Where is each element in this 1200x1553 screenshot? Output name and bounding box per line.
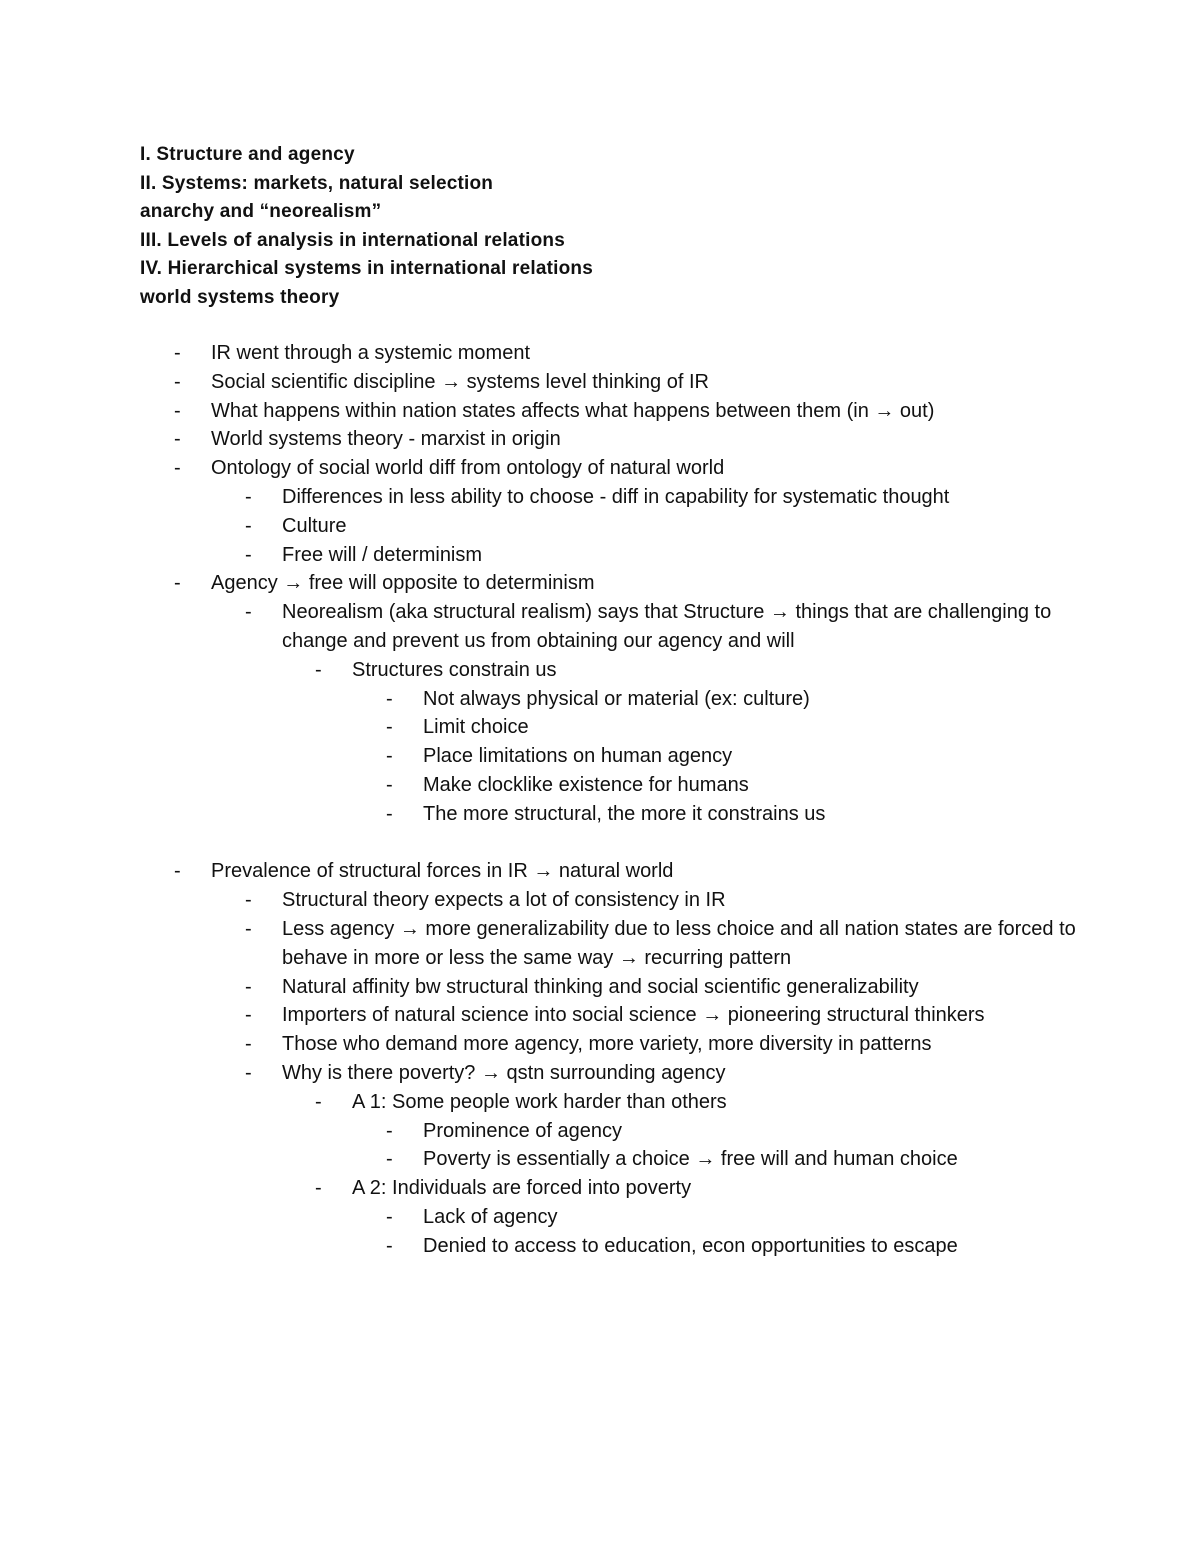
bullet-dash: - [386, 802, 393, 825]
bullet-text: World systems theory - marxist in origin [211, 428, 561, 451]
bullet-text: Differences in less ability to choose - diff in capability for systematic thought [282, 485, 950, 508]
bullet-dash: - [386, 745, 393, 768]
bullet-item-level-0 [140, 339, 1080, 368]
bullet-dash: - [386, 1205, 393, 1228]
bullet-item-level-0 [140, 454, 1080, 483]
bullet-dash: - [245, 485, 252, 508]
bullet-text: Structures constrain us [352, 658, 557, 681]
bullet-dash: - [386, 687, 393, 710]
bullet-text: Ontology of social world diff from ontology of natural world [211, 457, 725, 480]
outline-headings [140, 141, 1100, 313]
bullet-dash: - [386, 1234, 393, 1257]
bullet-dash: - [245, 917, 252, 940]
bullet-dash: - [174, 428, 181, 451]
bullet-item-level-3 [140, 713, 1080, 742]
bullet-text: Make clocklike existence for humans [423, 773, 749, 796]
bullet-item-level-3 [140, 771, 1080, 800]
bullet-item-level-3 [140, 1203, 1080, 1232]
outline-heading: anarchy and “neorealism” [140, 201, 382, 223]
bullet-item-level-3 [140, 800, 1080, 829]
bullet-text: Agency → free will opposite to determinism [211, 572, 595, 595]
outline-heading: II. Systems: markets, natural selection [140, 172, 494, 194]
bullet-dash: - [315, 1177, 322, 1200]
bullet-dash: - [386, 1119, 393, 1142]
bullet-item-level-1 [140, 483, 1080, 512]
bullet-dash: - [245, 975, 252, 998]
outline-heading: world systems theory [140, 286, 340, 308]
bullet-text: Neorealism (aka structural realism) says that Structure → things that are challenging to change and prevent us from obtaining our agency and will [282, 601, 1052, 652]
bullet-dash: - [174, 860, 181, 883]
bullet-item-level-0 [140, 857, 1080, 886]
bullet-dash: - [245, 889, 252, 912]
outline-heading: I. Structure and agency [140, 144, 355, 165]
bullet-item-level-3 [140, 685, 1080, 714]
bullet-dash: - [386, 773, 393, 796]
bullet-dash: - [174, 457, 181, 480]
bullet-item-level-1 [140, 1059, 1080, 1088]
bullet-text: Why is there poverty? → qstn surrounding agency [282, 1061, 726, 1084]
bullet-dash: - [174, 572, 181, 595]
bullet-dash: - [245, 1033, 252, 1056]
bullet-dash: - [386, 716, 393, 739]
bullet-item-level-0 [140, 397, 1080, 426]
bullet-text: Prominence of agency [423, 1119, 623, 1142]
bullet-dash: - [245, 1061, 252, 1084]
bullet-item-level-1 [140, 1030, 1080, 1059]
bullet-item-level-1 [140, 886, 1080, 915]
bullet-item-level-3 [140, 742, 1080, 771]
outline-heading: IV. Hierarchical systems in international relations [140, 258, 594, 280]
lecture-notes-list [140, 339, 1080, 1261]
bullet-text: Importers of natural science into social science → pioneering structural thinkers [282, 1004, 985, 1027]
bullet-dash: - [245, 1004, 252, 1027]
bullet-text: A 2: Individuals are forced into poverty [352, 1177, 692, 1200]
bullet-text: Those who demand more agency, more variety, more diversity in patterns [282, 1033, 932, 1056]
bullet-text: What happens within nation states affects what happens between them (in → out) [211, 399, 935, 422]
bullet-text: Structural theory expects a lot of consistency in IR [282, 889, 726, 912]
bullet-item-level-3 [140, 1117, 1080, 1146]
bullet-text: Not always physical or material (ex: culture) [423, 687, 810, 710]
blank-line [140, 829, 1080, 858]
bullet-dash: - [315, 658, 322, 681]
bullet-dash: - [315, 1090, 322, 1113]
bullet-text: IR went through a systemic moment [211, 342, 531, 364]
bullet-item-level-1 [140, 915, 1080, 973]
bullet-dash: - [174, 399, 181, 422]
bullet-item-level-1 [140, 512, 1080, 541]
bullet-text: A 1: Some people work harder than others [352, 1090, 727, 1113]
bullet-text: Natural affinity bw structural thinking and social scientific generalizability [282, 975, 919, 998]
bullet-item-level-2 [140, 1174, 1080, 1203]
bullet-item-level-0 [140, 368, 1080, 397]
bullet-dash: - [245, 514, 252, 537]
bullet-text: Lack of agency [423, 1205, 558, 1228]
bullet-text: The more structural, the more it constrains us [423, 802, 826, 825]
bullet-item-level-1 [140, 541, 1080, 570]
bullet-text: Limit choice [423, 716, 529, 739]
bullet-text: Social scientific discipline → systems level thinking of IR [211, 370, 709, 393]
bullet-item-level-3 [140, 1232, 1080, 1261]
bullet-text: Prevalence of structural forces in IR → natural world [211, 860, 674, 883]
bullet-dash: - [174, 342, 181, 364]
outline-heading: III. Levels of analysis in international relations [140, 229, 565, 251]
bullet-dash: - [245, 601, 252, 624]
bullet-text: Place limitations on human agency [423, 745, 733, 768]
bullet-item-level-0 [140, 425, 1080, 454]
bullet-text: Less agency → more generalizability due to less choice and all nation states are forced to behave in more or less the same way → recurring pattern [282, 917, 1076, 969]
bullet-text: Free will / determinism [282, 543, 483, 566]
bullet-item-level-1 [140, 598, 1080, 656]
bullet-dash: - [174, 370, 181, 393]
bullet-item-level-3 [140, 1145, 1080, 1174]
bullet-dash: - [245, 543, 252, 566]
bullet-text: Denied to access to education, econ opportunities to escape [423, 1234, 958, 1257]
bullet-dash: - [386, 1148, 393, 1171]
bullet-item-level-2 [140, 656, 1080, 685]
bullet-item-level-0 [140, 569, 1080, 598]
bullet-item-level-2 [140, 1088, 1080, 1117]
bullet-text: Culture [282, 514, 347, 537]
bullet-text: Poverty is essentially a choice → free will and human choice [423, 1148, 958, 1171]
bullet-item-level-1 [140, 1001, 1080, 1030]
bullet-item-level-1 [140, 973, 1080, 1002]
